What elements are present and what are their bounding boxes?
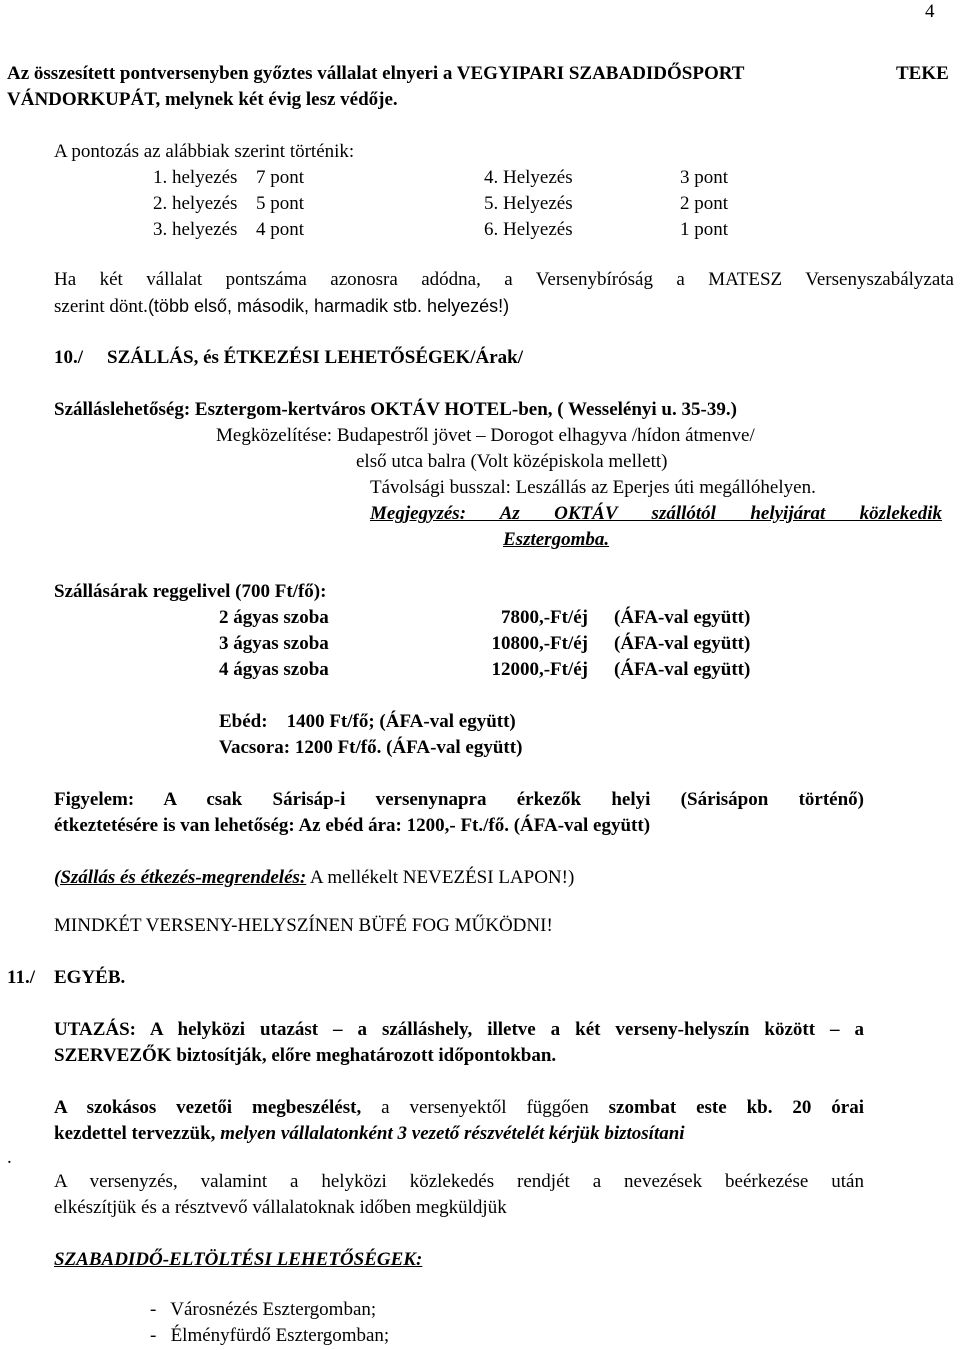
order-note: (Szállás és étkezés-megrendelés: A mellékelt NEVEZÉSI LAPON!) (54, 867, 575, 888)
scoring-left-points-3: 4 pont (256, 219, 305, 240)
tie-rule-line-2: szerint dönt.(több első, második, harmadik stb. helyezés!) (54, 296, 510, 317)
meeting-line-2: kezdettel tervezzük, melyen vállalatonként 3 vezető részvételét kérjük biztosítani (54, 1123, 685, 1144)
lodging-line: Szálláslehetőség: Esztergom-kertváros OKTÁV HOTEL-ben, ( Wesselényi u. 35-39.) (54, 399, 737, 420)
scoring-right-place-1: 4. Helyezés (484, 167, 573, 188)
scoring-right-points-3: 1 pont (680, 219, 729, 240)
section-10-number: 10./ (54, 347, 84, 368)
scoring-right-place-3: 6. Helyezés (484, 219, 573, 240)
scoring-left-place-3: 3. helyezés (153, 219, 238, 240)
approach-line-2: első utca balra (Volt középiskola mellett) (356, 451, 668, 472)
attention-line-2: étkeztetésére is van lehetőség: Az ebéd ára: 1200,- Ft./fő. (ÁFA-val együtt) (54, 815, 651, 836)
approach-line-1: Megközelítése: Budapestről jövet – Dorogot elhagyva /hídon átmenve/ (216, 425, 755, 446)
scoring-left-points-2: 5 pont (256, 193, 305, 214)
note-line-1: Megjegyzés: Az OKTÁV szállótól helyijárat közlekedik (370, 503, 942, 524)
dinner-price: Vacsora: 1200 Ft/fő. (ÁFA-val együtt) (219, 737, 523, 758)
winner-line-2: VÁNDORKUPÁT, melynek két évig lesz védője. (7, 89, 398, 110)
travel-line-2: SZERVEZŐK biztosítják, előre meghatározott időpontokban. (54, 1045, 557, 1066)
stray-dot: . (7, 1147, 12, 1168)
room-vat-2: (ÁFA-val együtt) (614, 633, 751, 654)
page-number: 4 (925, 1, 935, 22)
tie-rule-line-1: Ha két vállalat pontszáma azonosra adódna, a Versenybíróság a MATESZ Versenyszabályzata (54, 269, 954, 290)
scoring-right-points-2: 2 pont (680, 193, 729, 214)
room-type-3: 4 ágyas szoba (219, 659, 329, 680)
room-vat-1: (ÁFA-val együtt) (614, 607, 751, 628)
winner-line-1: Az összesített pontversenyben győztes vállalat elnyeri a VEGYIPARI SZABADIDŐSPORT (7, 63, 745, 84)
travel-line-1: UTAZÁS: A helyközi utazást – a szálláshely, illetve a két verseny-helyszín között – a (54, 1019, 864, 1040)
leisure-title: SZABADIDŐ-ELTÖLTÉSI LEHETŐSÉGEK: (54, 1249, 423, 1270)
scoring-intro: A pontozás az alábbiak szerint történik: (54, 141, 355, 162)
lunch-price: Ebéd: 1400 Ft/fő; (ÁFA-val együtt) (219, 711, 516, 732)
scoring-right-points-1: 3 pont (680, 167, 729, 188)
scoring-left-place-2: 2. helyezés (153, 193, 238, 214)
section-10-title: SZÁLLÁS, és ÉTKEZÉSI LEHETŐSÉGEK/Árak/ (107, 347, 524, 368)
leisure-item-2: - Élményfürdő Esztergomban; (150, 1325, 390, 1346)
section-11-number: 11./ (7, 967, 35, 988)
scoring-right-place-2: 5. Helyezés (484, 193, 573, 214)
scoring-left-place-1: 1. helyezés (153, 167, 238, 188)
section-11-title: EGYÉB. (54, 967, 126, 988)
winner-line-1-end: TEKE (896, 63, 949, 84)
approach-line-3: Távolsági busszal: Leszállás az Eperjes úti megállóhelyen. (370, 477, 816, 498)
schedule-line-2: elkészítjük és a résztvevő vállalatoknak időben megküldjük (54, 1197, 507, 1218)
buffet-notice: MINDKÉT VERSENY-HELYSZÍNEN BÜFÉ FOG MŰKÖDNI! (54, 915, 553, 936)
room-type-2: 3 ágyas szoba (219, 633, 329, 654)
attention-line-1: Figyelem: A csak Sárisáp-i versenynapra érkezők helyi (Sárisápon történő) (54, 789, 864, 810)
room-prices-title: Szállásárak reggelivel (700 Ft/fő): (54, 581, 327, 602)
room-price-1: 7800,-Ft/éj (500, 607, 588, 628)
room-type-1: 2 ágyas szoba (219, 607, 329, 628)
leisure-item-1: - Városnézés Esztergomban; (150, 1299, 377, 1320)
meeting-line-1: A szokásos vezetői megbeszélést, a versenyektől függően szombat este kb. 20 órai (54, 1097, 864, 1118)
scoring-left-points-1: 7 pont (256, 167, 305, 188)
room-price-3: 12000,-Ft/éj (491, 659, 588, 680)
schedule-line-1: A versenyzés, valamint a helyközi közlekedés rendjét a nevezések beérkezése után (54, 1171, 864, 1192)
room-vat-3: (ÁFA-val együtt) (614, 659, 751, 680)
room-price-2: 10800,-Ft/éj (491, 633, 588, 654)
note-line-2: Esztergomba. (503, 529, 610, 550)
